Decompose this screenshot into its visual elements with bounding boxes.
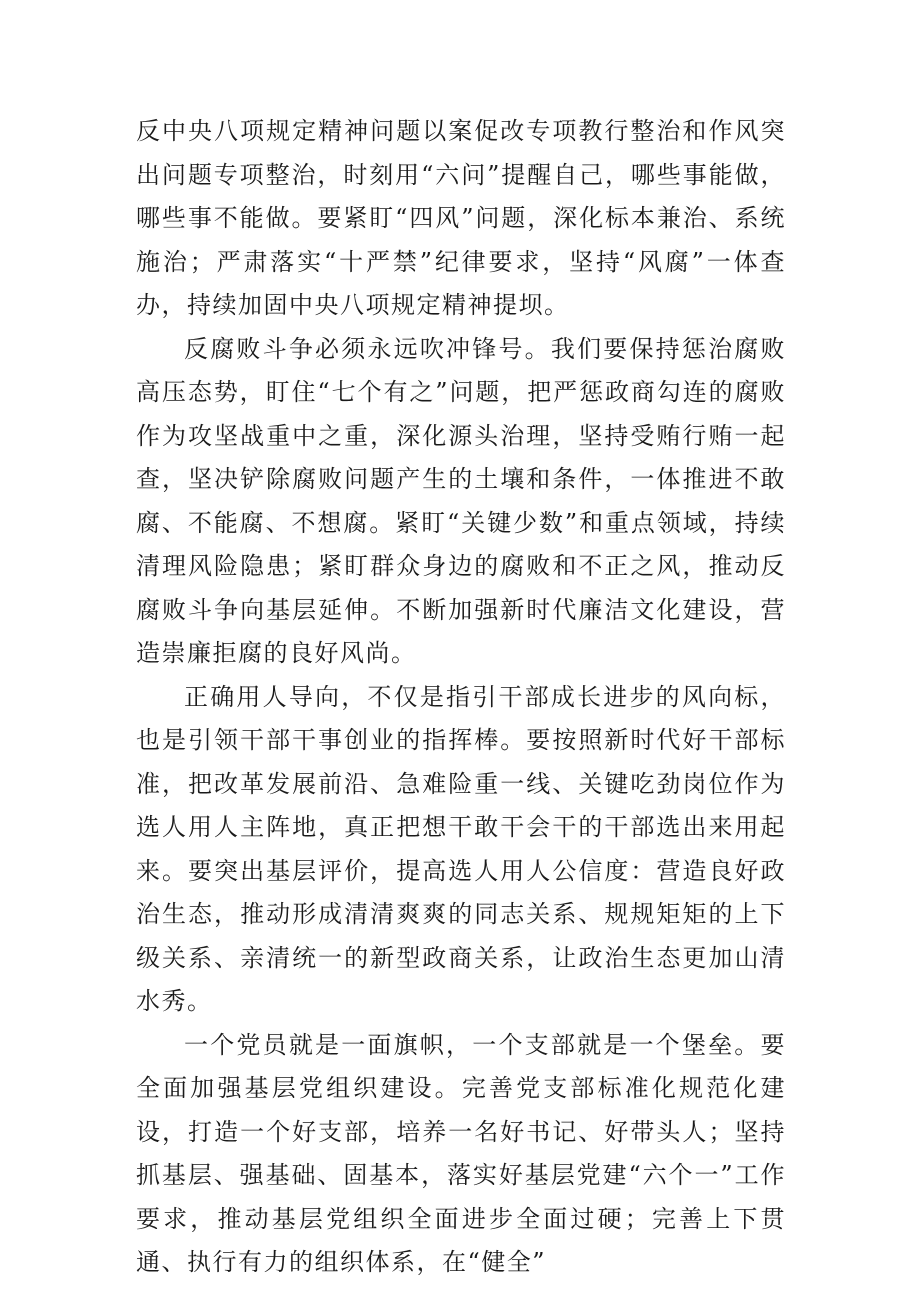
paragraph-4: 一个党员就是一面旗帜，一个支部就是一个堡垒。要全面加强基层党组织建设。完善党支部标准化规范化建设，打造一个好支部，培养一名好书记、好带头人；坚持抓基层、强基础、固基本，落实好基层党建“六个一”工作要求，推动基层党组织全面进步全面过硬；完善上下贯通、执行有力的组织体系，在“健全”: [136, 1030, 786, 1276]
paragraph-2: 反腐败斗争必须永远吹冲锋号。我们要保持惩治腐败高压态势，盯住“七个有之”问题，把严惩政商勾连的腐败作为攻坚战重中之重，深化源头治理，坚持受贿行贿一起查，坚决铲除腐败问题产生的土壤和条件，一体推进不敢腐、不能腐、不想腐。紧盯“关键少数”和重点领域，持续清理风险隐患；紧盯群众身边的腐败和不正之风，推动反腐败斗争向基层延伸。不断加强新时代廉洁文化建设，营造崇廉拒腐的良好风尚。: [136, 334, 786, 667]
paragraph-1: 反中央八项规定精神问题以案促改专项教行整治和作风突出问题专项整治，时刻用“六问”提醒自己，哪些事能做，哪些事不能做。要紧盯“四风”问题，深化标本兼治、系统施治；严肃落实“十严禁”纪律要求，坚持“风腐”一体查办，持续加固中央八项规定精神提坝。: [136, 117, 786, 319]
paragraph-3: 正确用人导向，不仅是指引干部成长进步的风向标，也是引领干部干事创业的指挥棒。要按照新时代好干部标准，把改革发展前沿、急难险重一线、关键吃劲岗位作为选人用人主阵地，真正把想干敢干会干的干部选出来用起来。要突出基层评价，提高选人用人公信度：营造良好政治生态，推动形成清清爽爽的同志关系、规规矩矩的上下级关系、亲清统一的新型政商关系，让政治生态更加山清水秀。: [136, 682, 786, 1015]
document-body: [136, 110, 786, 1285]
